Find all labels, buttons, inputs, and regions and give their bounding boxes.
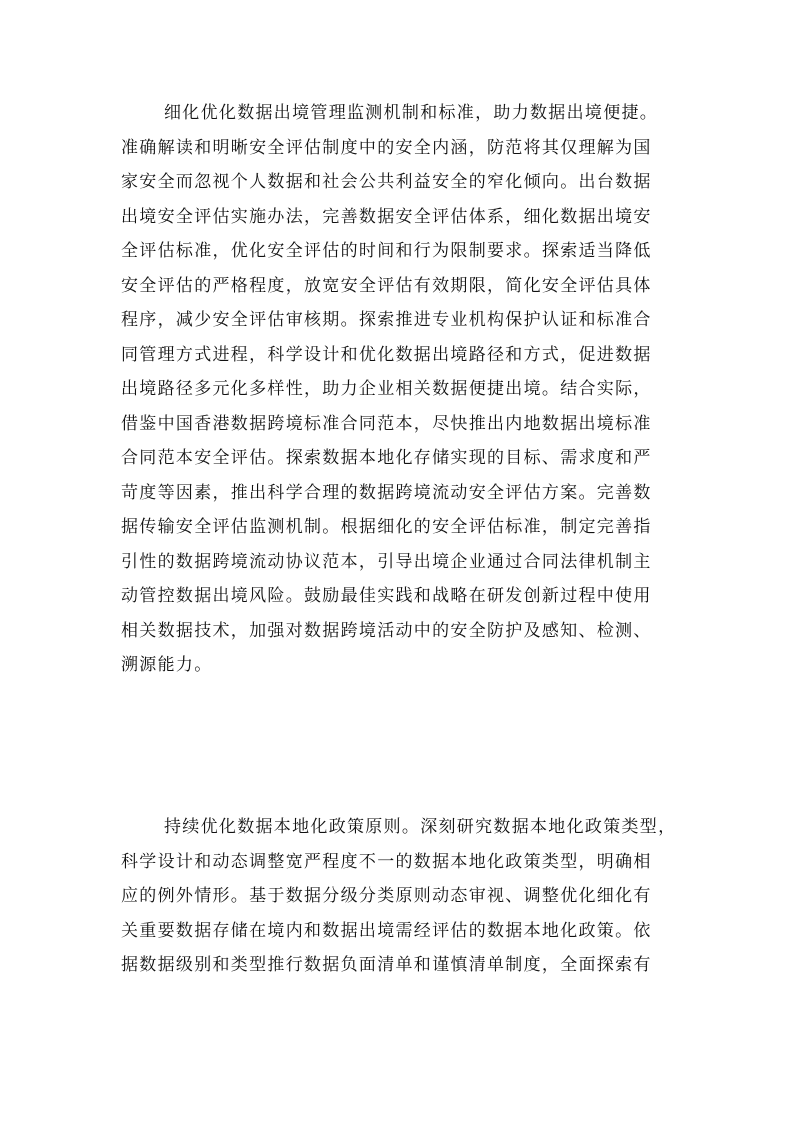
paragraph-data-localization-policy [121,810,681,983]
paragraph-line: 全评估标准，优化安全评估的时间和行为限制要求。探索适当降低 [121,241,652,261]
paragraph-line: 关重要数据存储在境内和数据出境需经评估的数据本地化政策。依 [121,920,652,941]
paragraph-line: 家安全而忽视个人数据和社会公共利益安全的窄化倾向。出台数据 [121,172,652,192]
paragraph-line: 程序，减少安全评估审核期。探索推进专业机构保护认证和标准合 [121,310,652,330]
paragraph-line: 准确解读和明晰安全评估制度中的安全内涵，防范将其仅理解为国 [121,137,652,158]
paragraph-line: 出境路径多元化多样性，助力企业相关数据便捷出境。结合实际， [121,379,652,399]
paragraph-line: 细化优化数据出境管理监测机制和标准，助力数据出境便捷。 [164,103,659,123]
paragraph-line: 科学设计和动态调整宽严程度不一的数据本地化政策类型，明确相 [121,851,652,872]
paragraph-line: 出境安全评估实施办法，完善数据安全评估体系，细化数据出境安 [121,206,652,227]
paragraph-line: 动管控数据出境风险。鼓励最佳实践和战略在研发创新过程中使用 [121,586,652,606]
paragraph-line: 应的例外情形。基于数据分级分类原则动态审视、调整优化细化有 [121,886,652,906]
paragraph-line: 持续优化数据本地化政策原则。深刻研究数据本地化政策类型， [164,817,677,837]
paragraph-line: 安全评估的严格程度，放宽安全评估有效期限，简化安全评估具体 [121,275,652,296]
paragraph-line: 借鉴中国香港数据跨境标准合同范本，尽快推出内地数据出境标准 [121,413,652,434]
paragraph-line: 溯源能力。 [121,655,213,675]
paragraph-line: 苛度等因素，推出科学合理的数据跨境流动安全评估方案。完善数 [121,482,652,503]
paragraph-line: 同管理方式进程，科学设计和优化数据出境路径和方式，促进数据 [121,344,652,365]
paragraph-line: 相关数据技术，加强对数据跨境活动中的安全防护及感知、检测、 [121,620,652,641]
paragraph-line: 据数据级别和类型推行数据负面清单和谨慎清单制度，全面探索有 [121,955,652,975]
paragraph-data-export-management [121,96,681,683]
paragraph-line: 据传输安全评估监测机制。根据细化的安全评估标准，制定完善指 [121,517,652,537]
paragraph-line: 合同范本安全评估。探索数据本地化存储实现的目标、需求度和严 [121,448,652,468]
paragraph-line: 引性的数据跨境流动协议范本，引导出境企业通过合同法律机制主 [121,551,652,572]
